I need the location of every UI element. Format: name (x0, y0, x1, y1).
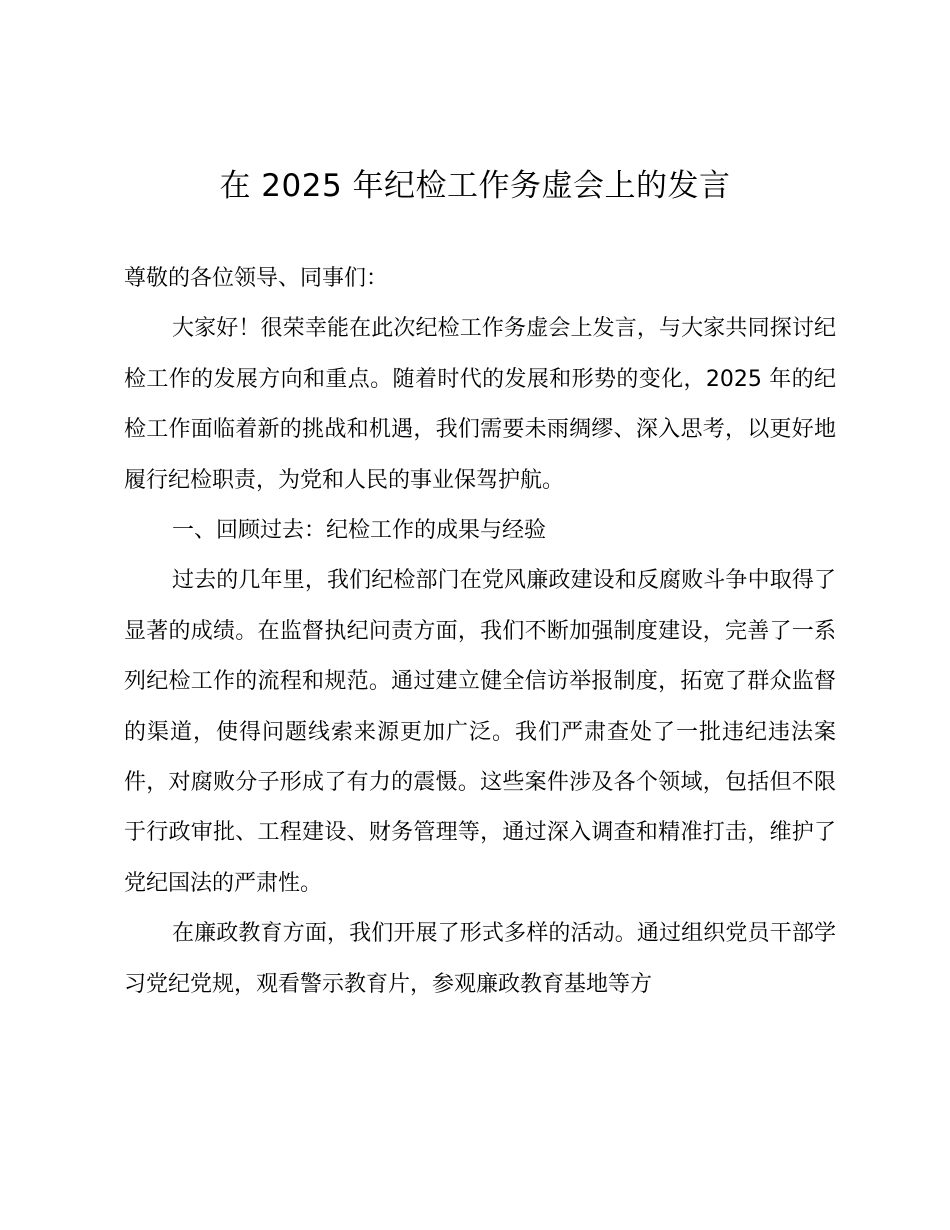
section-heading-review: 一、回顾过去：纪检工作的成果与经验 (172, 518, 547, 544)
document-body (124, 254, 836, 1010)
paragraph-achievements: 过去的几年里，我们纪检部门在党风廉政建设和反腐败斗争中取得了显著的成绩。在监督执纪问责方面，我们不断加强制度建设，完善了一系列纪检工作的流程和规范。通过建立健全信访举报制度，拓宽了群众监督的渠道，使得问题线索来源更加广泛。我们严肃查处了一批违纪违法案件，对腐败分子形成了有力的震慑。这些案件涉及各个领域，包括但不限于行政审批、工程建设、财务管理等，通过深入调查和精准打击，维护了党纪国法的严肃性。 (124, 568, 836, 896)
salutation: 尊敬的各位领导、同事们： (124, 266, 389, 291)
document-title: 在 2025 年纪检工作务虚会上的发言 (219, 168, 731, 204)
paragraph-education: 在廉政教育方面，我们开展了形式多样的活动。通过组织党员干部学习党纪党规，观看警示教育片，参观廉政教育基地等方 (124, 921, 836, 997)
paragraph-greeting: 大家好！很荣幸能在此次纪检工作务虚会上发言，与大家共同探讨纪检工作的发展方向和重点。随着时代的发展和形势的变化，2025 年的纪检工作面临着新的挑战和机遇，我们需要未雨绸缪、深入思考，以更好地履行纪检职责，为党和人民的事业保驾护航。 (124, 316, 836, 493)
